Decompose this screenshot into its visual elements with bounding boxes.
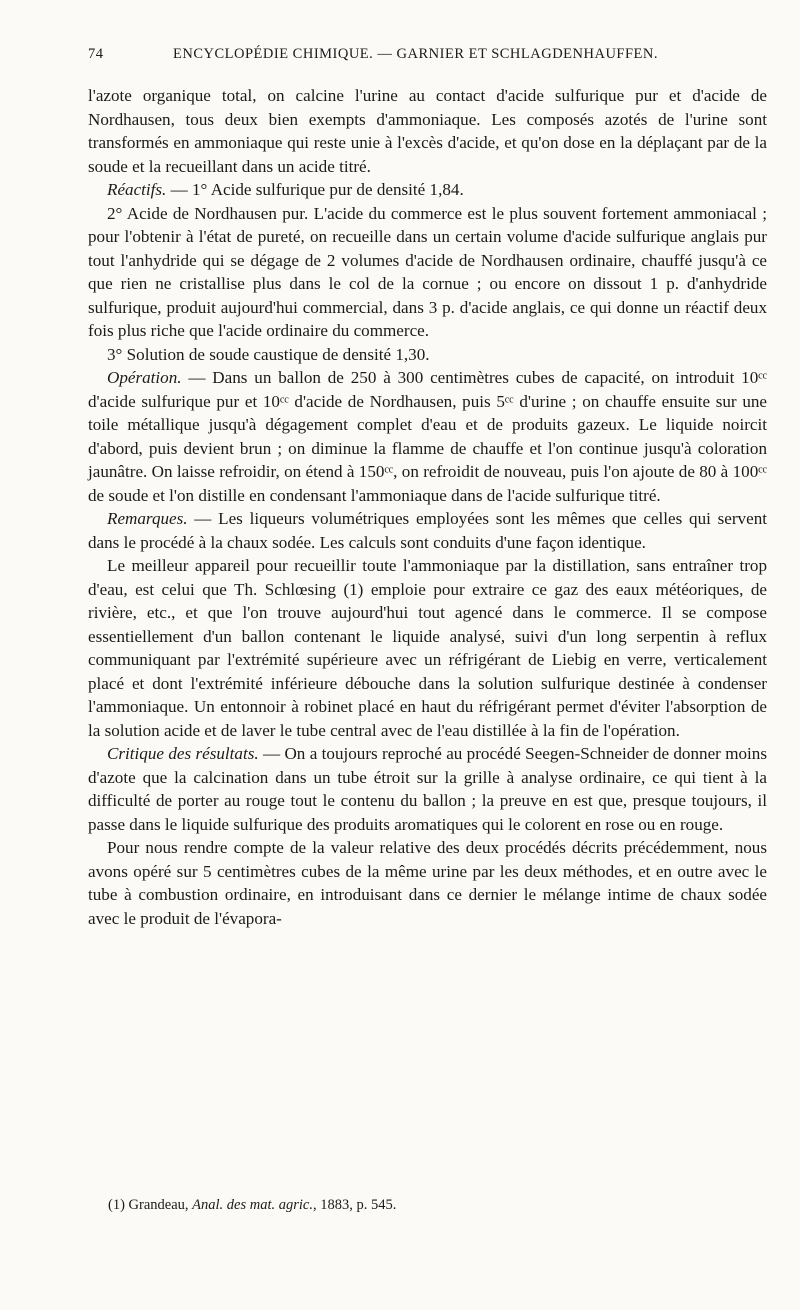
paragraph-comparaison: Pour nous rendre compte de la valeur relative des deux procédés décrits précédemment, nous avons opéré sur 5 centimètres cubes de la même urine par les deux méthodes, et en outre avec le tube à combustion ordinaire, en introduisant dans ce dernier le mélange intime de chaux sodée avec le produit de l'évapora-: [88, 838, 767, 928]
section-label-reactifs: Réactifs.: [107, 180, 167, 199]
section-label-operation: Opération.: [107, 368, 182, 387]
paragraph-intro: l'azote organique total, on calcine l'urine au contact d'acide sulfurique pur et d'acide de Nordhausen, tous deux bien exempts d'ammoniaque. Les composés azotés de l'urine sont transformés en ammoniaque qui reste unie à l'excès d'acide, et qu'on dose en la déplaçant par de la soude et la recueillant dans un acide titré.: [88, 86, 767, 176]
body-text: [88, 84, 767, 930]
paragraph-appareil: Le meilleur appareil pour recueillir toute l'ammoniaque par la distillation, sans entraîner trop d'eau, est celui que Th. Schlœsing (1) emploie pour extraire ce gaz des eaux météoriques, de rivière, etc., et que l'on trouve aujourd'hui tout agencé dans le commerce. Il se compose essentiellement d'un ballon contenant le liquide analysé, suivi d'un long serpentin à reflux communiquant par l'extrémité supérieure avec un réfrigérant de Liebig en verre, verticalement placé et dont l'extrémité inférieure débouche dans la solution sulfurique destinée à condenser l'ammoniaque. Un entonnoir à robinet placé en haut du réfrigérant permet d'éviter l'absorption de la solution acide et de laver le tube central avec de l'eau distillée à la fin de l'opération.: [88, 556, 767, 740]
paragraph-critique: Critique des résultats. — On a toujours reproché au procédé Seegen-Schneider de donner moins d'azote que la calcination dans un tube étroit sur la grille à analyse ordinaire, ce qui tient à la difficulté de porter au rouge tout le contenu du ballon ; la preuve en est que, presque toujours, il passe dans le liquide sulfurique des produits aromatiques qui le colorent en rose ou en rouge.: [88, 744, 768, 834]
footnote: (1) Grandeau, Anal. des mat. agric., 1883, p. 545.: [108, 1197, 397, 1213]
paragraph-operation: Opération. — Dans un ballon de 250 à 300 centimètres cubes de capacité, on introduit 10ᶜᶜ d'acide sulfurique pur et 10ᶜᶜ d'acide de Nordhausen, puis 5ᶜᶜ d'urine ; on chauffe ensuite sur une toile métallique jusqu'à dégagement complet d'eau et de produits gazeux. Le liquide noircit d'abord, puis devient brun ; on diminue la flamme de chauffe et l'on continue jusqu'à coloration jaunâtre. On laisse refroidir, on étend à 150ᶜᶜ, on refroidit de nouveau, puis l'on ajoute de 80 à 100ᶜᶜ de soude et l'on distille en condensant l'ammoniaque dans de l'acide sulfurique titré.: [88, 368, 767, 505]
paragraph-reagent-3: 3° Solution de soude caustique de densité 1,30.: [107, 344, 430, 364]
paragraph-reagent-2: 2° Acide de Nordhausen pur. L'acide du commerce est le plus souvent fortement ammoniacal ; pour l'obtenir à l'état de pureté, on recueille dans un certain volume d'acide sulfurique anglais pur tout l'anhydride qui se dégage de 2 volumes d'acide de Nordhausen ordinaire, chauffé jusqu'à ce que rien ne cristallise plus dans le col de la cornue ; ou encore on dissout 1 p. d'anhydride sulfurique, produit aujourd'hui commercial, dans 3 p. d'acide anglais, ce qui donne un réactif deux fois plus riche que l'acide ordinaire du commerce.: [88, 203, 767, 340]
running-title: ENCYCLOPÉDIE CHIMIQUE. — GARNIER ET SCHLAGDENHAUFFEN.: [173, 46, 658, 62]
paragraph-remarques: Remarques. — Les liqueurs volumétriques employées sont les mêmes que celles qui servent dans le procédé à la chaux sodée. Les calculs sont conduits d'une façon identique.: [88, 509, 767, 552]
page-number: 74: [88, 46, 104, 62]
section-label-critique: Critique des résultats.: [107, 744, 259, 763]
section-label-remarques: Remarques.: [107, 509, 188, 528]
paragraph-reactifs: Réactifs. — 1° Acide sulfurique pur de densité 1,84.: [107, 180, 464, 199]
